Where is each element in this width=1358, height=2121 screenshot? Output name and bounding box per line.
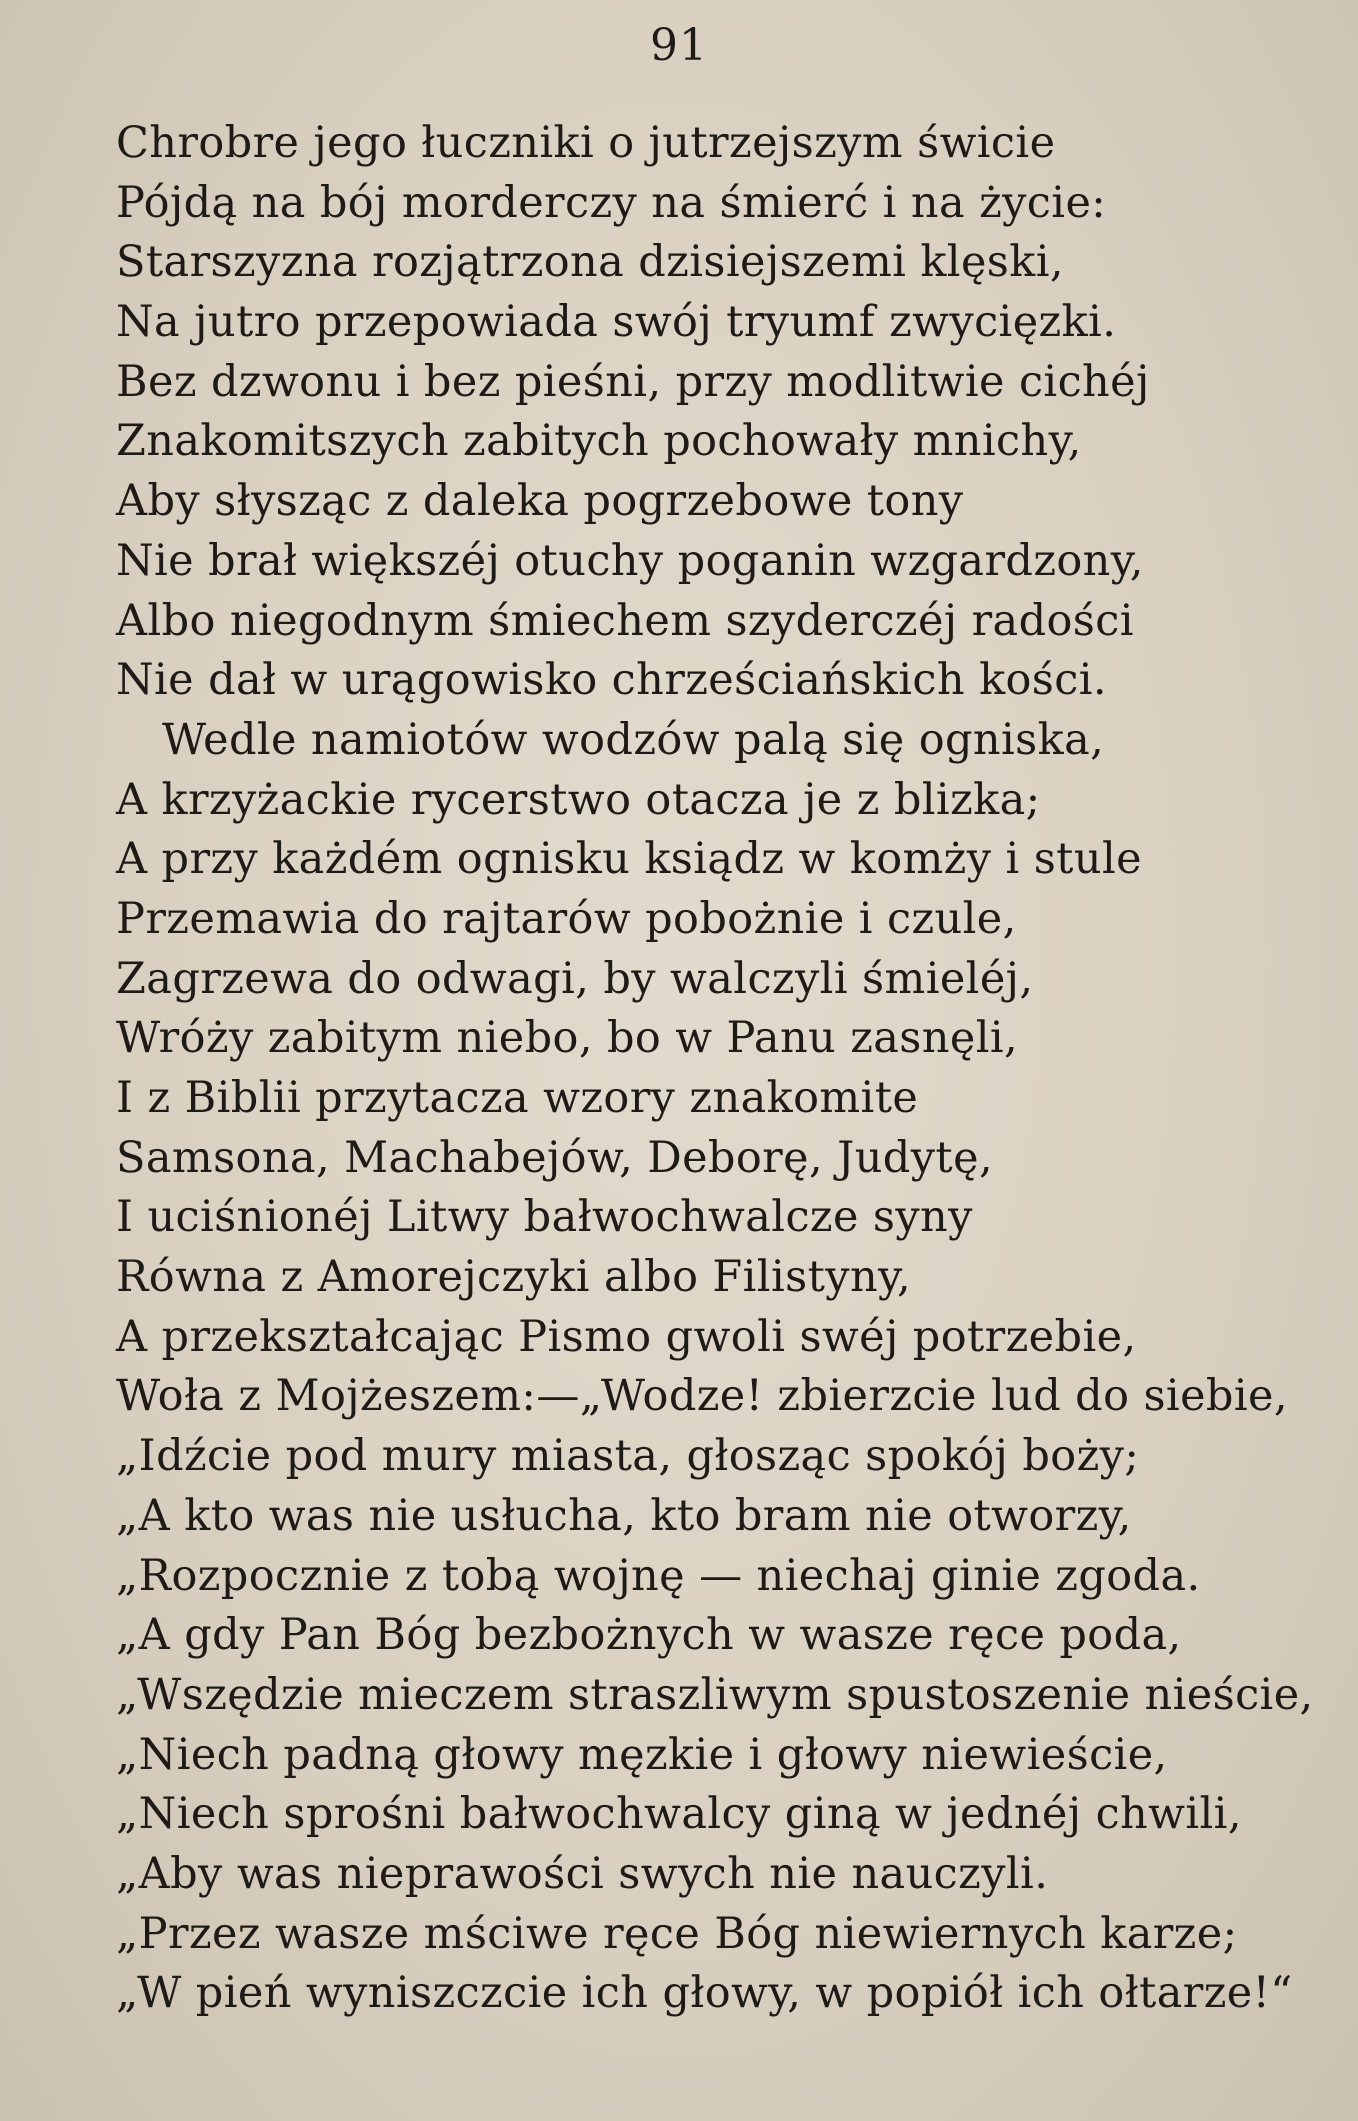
poem-line: I uciśnionéj Litwy bałwochwalcze syny xyxy=(116,1192,973,1243)
poem-line: „W pień wyniszczcie ich głowy, w popiół ich ołtarze!“ xyxy=(116,1968,1293,2019)
poem-line: Wedle namiotów wodzów palą się ogniska, xyxy=(162,714,1105,765)
poem-line: „A kto was nie usłucha, kto bram nie otworzy, xyxy=(116,1490,1132,1541)
poem-line: „Przez wasze mściwe ręce Bóg niewiernych karze; xyxy=(116,1908,1238,1959)
poem-line: „Aby was nieprawości swych nie nauczyli. xyxy=(116,1848,1049,1899)
poem-line: „Rozpocznie z tobą wojnę — niechaj ginie zgoda. xyxy=(116,1550,1201,1601)
poem-line: I z Biblii przytacza wzory znakomite xyxy=(116,1073,919,1123)
poem-line: Aby słysząc z daleka pogrzebowe tony xyxy=(116,476,964,527)
poem-line: A przekształcając Pismo gwoli swéj potrzebie, xyxy=(116,1311,1137,1362)
poem-line: Zagrzewa do odwagi, by walczyli śmieléj, xyxy=(116,953,1034,1004)
poem-line: Woła z Mojżeszem:—„Wodze! zbierzcie lud do siebie, xyxy=(116,1371,1288,1422)
poem-line: Bez dzwonu i bez pieśni, przy modlitwie cichéj xyxy=(116,356,1150,407)
poem-line: Na jutro przepowiada swój tryumf zwycięzki. xyxy=(116,297,1117,348)
poem-line: Nie dał w urągowisko chrześciańskich kości. xyxy=(116,655,1107,706)
poem-line: Znakomitszych zabitych pochowały mnichy, xyxy=(116,416,1082,467)
poem-line: A krzyżackie rycerstwo otacza je z blizka; xyxy=(116,774,1041,825)
poem-line: „Niech sprośni bałwochwalcy giną w jednéj chwili, xyxy=(116,1789,1242,1840)
poem-line: Równa z Amorejczyki albo Filistyny, xyxy=(116,1252,912,1303)
poem-text xyxy=(116,114,1346,2024)
poem-line: „Niech padną głowy męzkie i głowy niewieście, xyxy=(116,1729,1168,1780)
poem-line: Samsona, Machabejów, Deborę, Judytę, xyxy=(116,1132,994,1183)
poem-line: A przy każdém ognisku ksiądz w komży i stule xyxy=(116,834,1142,885)
poem-line: Chrobre jego łuczniki o jutrzejszym świcie xyxy=(116,118,1056,168)
poem-line: Przemawia do rajtarów pobożnie i czule, xyxy=(116,893,1017,944)
poem-line: Starszyzna rozjątrzona dzisiejszemi klęski, xyxy=(116,237,1064,288)
poem-line: „A gdy Pan Bóg bezbożnych w wasze ręce poda, xyxy=(116,1610,1182,1661)
page-number: 91 xyxy=(650,20,708,71)
poem-line: Nie brał większéj otuchy poganin wzgardzony, xyxy=(116,535,1144,586)
poem-line: „Wszędzie mieczem straszliwym spustoszenie nieście, xyxy=(116,1669,1314,1720)
poem-line: Wróży zabitym niebo, bo w Panu zasnęli, xyxy=(116,1013,1019,1064)
poem-line: Albo niegodnym śmiechem szyderczéj radości xyxy=(116,595,1134,646)
poem-line: Pójdą na bój morderczy na śmierć i na życie: xyxy=(116,177,1107,228)
poem-line: „Idźcie pod mury miasta, głosząc spokój boży; xyxy=(116,1431,1140,1482)
